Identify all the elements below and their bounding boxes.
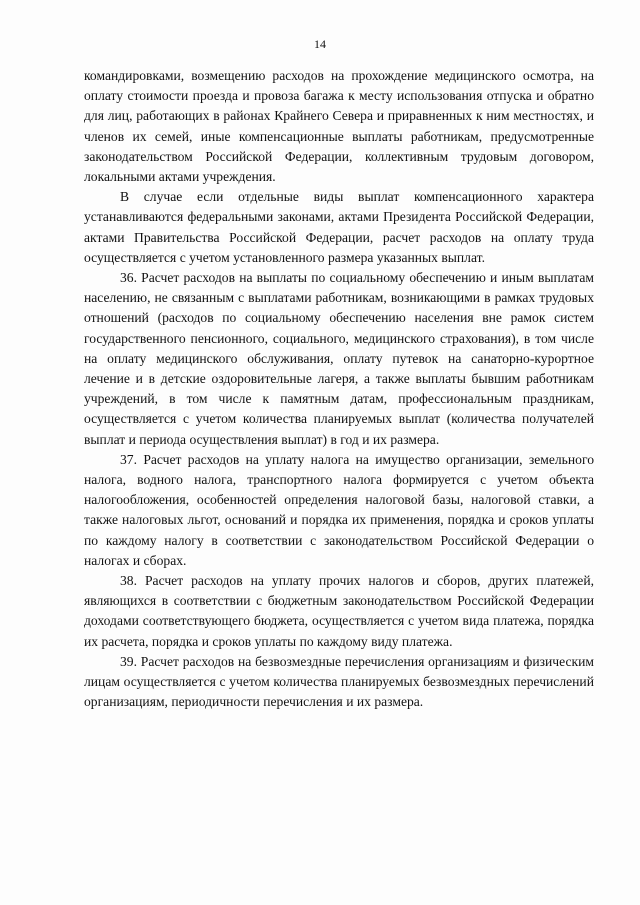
paragraph-38: 38. Расчет расходов на уплату прочих налогов и сборов, других платежей, являющихся в соответствии с бюджетным законодательством Российской Федерации доходами соответствующего бюджета, осуществляется с учетом вида платежа, порядка их расчета, порядка и сроков уплаты по каждому виду платежа.	[84, 573, 594, 649]
paragraph-continuation: командировками, возмещению расходов на прохождение медицинского осмотра, на оплату стоимости проезда и провоза багажа к месту использования отпуска и обратно для лиц, работающих в районах Крайнего Севера и приравненных к ним местностях, и членов их семей, иные компенсационные выплаты работникам, предусмотренные законодательством Российской Федерации, коллективным трудовым договором, локальными актами учреждения.	[84, 68, 594, 185]
page-number: 14	[314, 37, 326, 51]
body-text	[84, 66, 594, 713]
paragraph-37: 37. Расчет расходов на уплату налога на имущество организации, земельного налога, водного налога, транспортного налога формируется с учетом объекта налогообложения, особенностей определения налоговой базы, налоговой ставки, а также налоговых льгот, оснований и порядка их применения, порядка и сроков уплаты по каждому налогу в соответствии с законодательством Российской Федерации о налогах и сборах.	[84, 451, 594, 568]
paragraph-39: 39. Расчет расходов на безвозмездные перечисления организациям и физическим лицам осуществляется с учетом количества планируемых безвозмездных перечислений организациям, периодичности перечисления и их размера.	[84, 653, 594, 710]
paragraph-36: 36. Расчет расходов на выплаты по социальному обеспечению и иным выплатам населению, не связанным с выплатами работникам, возникающими в рамках трудовых отношений (расходов по социальному обеспечению населения вне рамок систем государственного пенсионного, социального, медицинского страхования), в том числе на оплату медицинского обслуживания, оплату путевок на санаторно-курортное лечение и в детские оздоровительные лагеря, а также выплаты бывшим работникам учреждений, в том числе к памятным датам, профессиональным праздникам, осуществляется с учетом количества планируемых выплат (количества получателей выплат и периода осуществления выплат) в год и их размера.	[84, 270, 594, 447]
paragraph-compensation-note: В случае если отдельные виды выплат компенсационного характера устанавливаются федеральными законами, актами Президента Российской Федерации, актами Правительства Российской Федерации, расчет расходов на оплату труда осуществляется с учетом установленного размера указанных выплат.	[84, 189, 594, 265]
